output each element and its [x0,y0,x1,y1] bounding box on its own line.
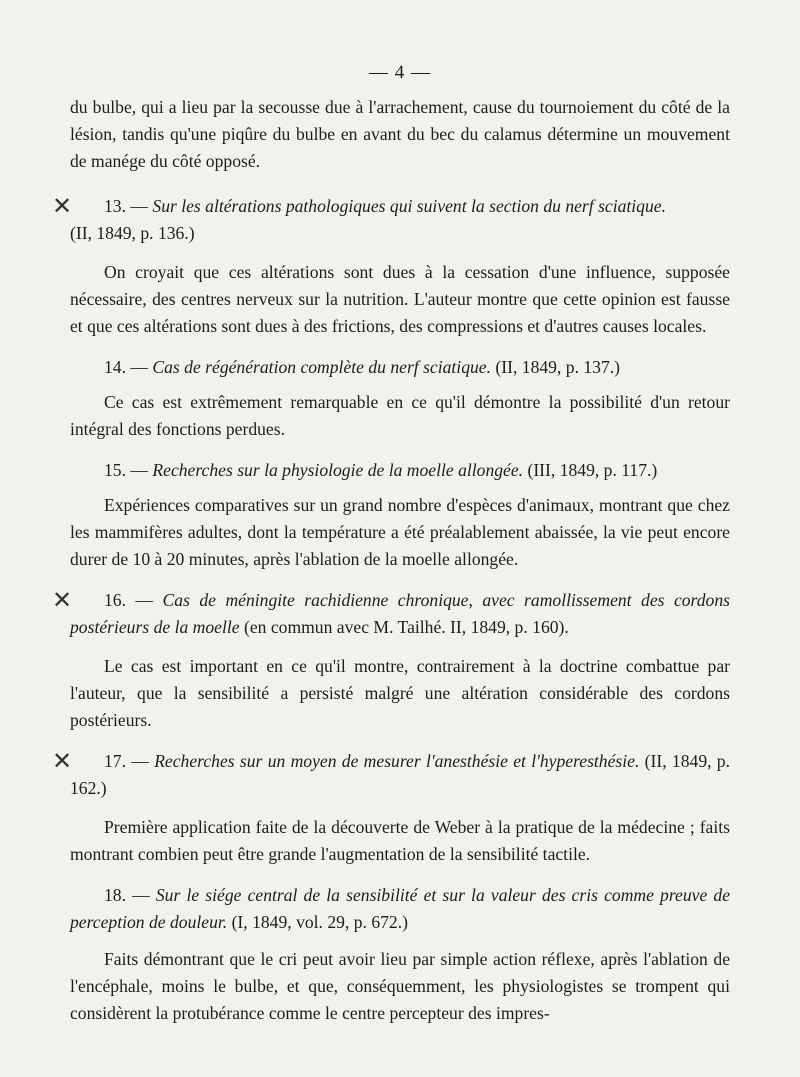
entry-description: Faits démontrant que le cri peut avoir lieu par simple action réflexe, après l'ablation de l'encéphale, moins le bulbe, et que, conséquemment, les physiologistes se trompent qui considèrent la protubérance comme le centre percepteur des impres- [70,949,730,1023]
entry-reference: (en commun avec M. Tailhé. II, 1849, p. 160). [243,617,569,637]
cross-mark-icon: ✕ [52,192,73,220]
entry-14 [70,354,730,443]
intro-paragraph: du bulbe, qui a lieu par la secousse due à l'arrachement, cause du tournoiement du côté de la lésion, tandis qu'une piqûre du bulbe en avant du bec du calamus détermine un mouvement de manége du côté opposé. [70,97,730,171]
entry-description: Le cas est important en ce qu'il montre, contrairement à la doctrine combattue par l'auteur, que la sensibilité a persisté malgré une altération considérable des cordons postérieurs. [70,656,730,730]
entry-reference: (III, 1849, p. 117.) [527,460,658,480]
entry-reference: (II, 1849, p. 136.) [70,223,195,243]
entry-description: Ce cas est extrêmement remarquable en ce qu'il démontre la possibilité d'un retour intégral des fonctions perdues. [70,392,730,439]
entry-reference: (II, 1849, p. 137.) [495,357,621,377]
entry-title: Cas de régénération complète du nerf sciatique. [152,357,492,377]
entry-title-line [52,747,730,802]
entry-number: 13. — [104,196,148,216]
entry-description: On croyait que ces altérations sont dues à la cessation d'une influence, supposée nécessaire, des centres nerveux sur la nutrition. L'auteur montre que cette opinion est fausse et que ces altérations sont dues à des frictions, des compressions et d'autres causes locales. [70,262,730,336]
entry-16 [52,586,730,734]
entry-number: 16. — [104,590,154,610]
entry-title: Recherches sur la physiologie de la moelle allongée. [152,460,524,480]
entry-number: 17. — [104,751,149,771]
page-body [52,94,731,1041]
cross-mark-icon: ✕ [52,586,73,614]
entry-18 [70,882,730,1027]
entry-title-line [52,586,730,641]
entry-title-line [70,354,730,381]
entry-13 [52,192,730,340]
entry-number: 15. — [104,460,148,480]
entry-reference: (I, 1849, vol. 29, p. 672.) [231,912,408,932]
entry-description: Première application faite de la découverte de Weber à la pratique de la médecine ; faits montrant combien peut être grande l'augmentation de la sensibilité tactile. [70,817,730,864]
entry-title: Sur le siége central de la sensibilité et sur la valeur des cris comme preuve de perception de douleur. [70,885,731,932]
page-number: — 4 — [369,62,431,83]
entry-17 [52,747,730,868]
cross-mark-icon: ✕ [52,747,73,775]
entry-number: 14. — [104,357,148,377]
entry-title: Sur les altérations pathologiques qui suivent la section du nerf sciatique. [152,196,666,216]
entry-description: Expériences comparatives sur un grand nombre d'espèces d'animaux, montrant que chez les mammifères adultes, dont la température a été préalablement abaissée, la vie peut encore durer de 10 à 20 minutes, après l'ablation de la moelle allongée. [70,495,730,569]
entry-title-line [70,882,730,936]
entry-title-line [70,457,730,484]
entry-title: Cas de méningite rachidienne chronique, avec ramollissement des cordons postérieurs de la moelle [70,590,730,637]
entry-reference: (II, 1849, p. 162.) [70,751,730,798]
entry-15 [70,457,730,573]
entry-title: Recherches sur un moyen de mesurer l'anesthésie et l'hyperesthésie. [154,751,640,771]
entry-title-line [52,192,730,220]
entry-number: 18. — [104,885,150,905]
